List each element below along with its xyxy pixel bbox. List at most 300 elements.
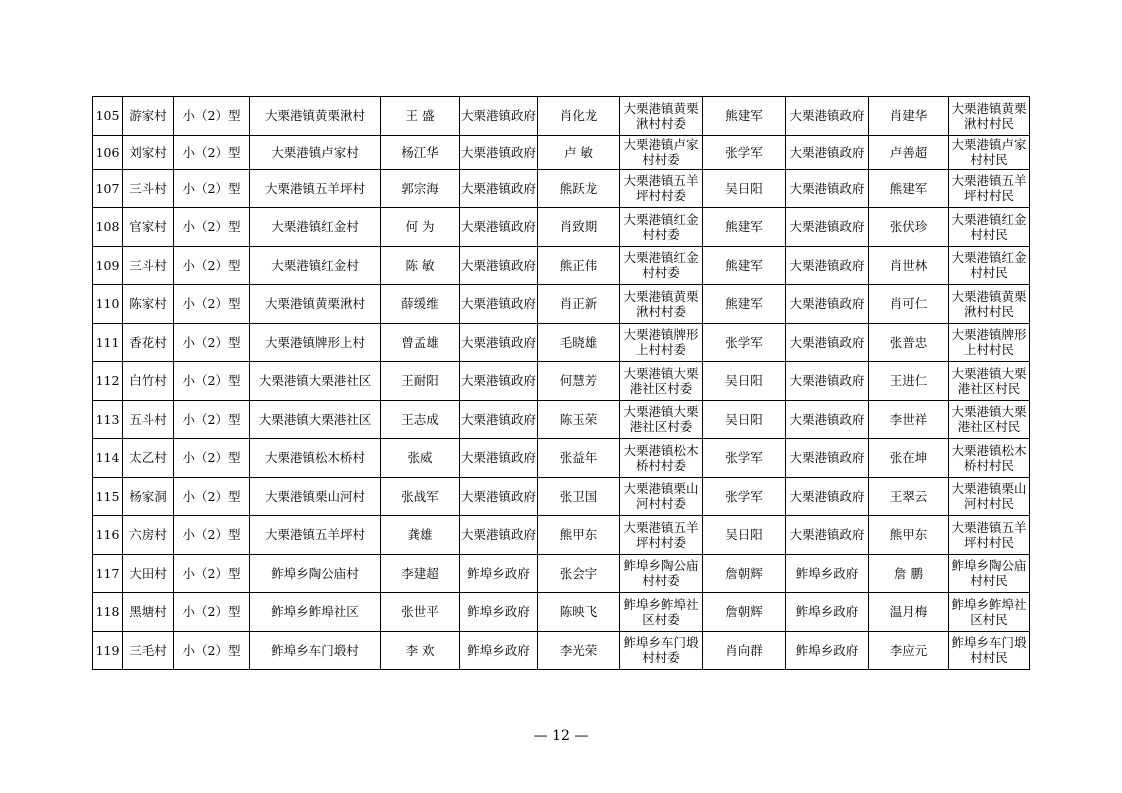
- responsible-unit-text: 鲊埠乡政府: [467, 565, 530, 581]
- scale-type-text: 小（2）型: [182, 565, 241, 581]
- responsible-person-cell: [381, 439, 460, 478]
- location-text: 大栗港镇松木桥村: [264, 450, 365, 466]
- technical-unit-cell: [620, 400, 703, 439]
- location-cell: [250, 323, 381, 362]
- patrol-person-cell: [869, 631, 949, 670]
- technical-unit-text: 大栗港镇大栗港社区村委: [623, 404, 699, 435]
- row-number-text: 115: [95, 488, 120, 504]
- responsible-unit-cell: [460, 362, 538, 401]
- scale-type-text: 小（2）型: [182, 296, 241, 312]
- inspection-unit-cell: [786, 631, 869, 670]
- inspection-person-cell: [703, 208, 786, 247]
- patrol-person-text: 张在坤: [889, 450, 928, 466]
- inspection-unit-text: 大栗港镇政府: [789, 488, 865, 504]
- location-text: 鲊埠乡车门塅村: [271, 642, 359, 658]
- responsible-person-cell: [381, 135, 460, 169]
- patrol-person-cell: [869, 169, 949, 208]
- responsible-person-cell: [381, 362, 460, 401]
- responsible-person-text: 曾孟雄: [401, 334, 439, 350]
- inspection-person-text: 詹朝辉: [725, 604, 763, 620]
- patrol-unit-text: 大栗港镇五羊坪村村民: [951, 519, 1027, 550]
- row-number-text: 116: [95, 527, 120, 543]
- patrol-unit-text: 大栗港镇松木桥村村民: [951, 442, 1027, 473]
- scale-type-cell: [174, 554, 250, 593]
- inspection-person-text: 熊建军: [725, 219, 763, 235]
- inspection-person-cell: [703, 323, 786, 362]
- responsible-person-cell: [381, 285, 460, 324]
- row-number-text: 112: [95, 373, 120, 389]
- location-cell: [250, 97, 381, 136]
- row-number-cell: [93, 554, 123, 593]
- patrol-person-cell: [869, 439, 949, 478]
- responsible-person-text: 陈 敏: [405, 257, 435, 273]
- technical-unit-text: 鲊埠乡陶公庙村村委: [623, 558, 699, 589]
- responsible-person-cell: [381, 97, 460, 136]
- responsible-unit-text: 大栗港镇政府: [461, 411, 537, 427]
- patrol-unit-cell: [949, 208, 1030, 247]
- responsible-person-text: 郭宗海: [401, 180, 439, 196]
- row-number-cell: [93, 97, 123, 136]
- patrol-unit-text: 大栗港镇卢家村村民: [951, 137, 1027, 167]
- row-number-text: 110: [95, 296, 120, 312]
- scale-type-text: 小（2）型: [182, 180, 241, 196]
- inspection-person-text: 熊建军: [725, 296, 763, 312]
- patrol-unit-cell: [949, 477, 1030, 516]
- patrol-unit-cell: [949, 323, 1030, 362]
- patrol-person-cell: [869, 97, 949, 136]
- responsible-person-cell: [381, 246, 460, 285]
- patrol-unit-cell: [949, 554, 1030, 593]
- row-number-cell: [93, 208, 123, 247]
- reservoir-name-text: 香花村: [129, 334, 167, 350]
- responsible-person-cell: [381, 400, 460, 439]
- patrol-unit-text: 大栗港镇红金村村民: [951, 250, 1027, 281]
- responsible-unit-cell: [460, 400, 538, 439]
- patrol-unit-cell: [949, 285, 1030, 324]
- technical-person-text: 熊甲东: [559, 527, 598, 543]
- location-cell: [250, 516, 381, 555]
- technical-person-text: 张会宇: [559, 565, 598, 581]
- table-row: [93, 593, 1030, 632]
- technical-unit-cell: [620, 477, 703, 516]
- row-number-cell: [93, 516, 123, 555]
- inspection-person-text: 熊建军: [725, 257, 763, 273]
- inspection-person-cell: [703, 477, 786, 516]
- technical-person-cell: [538, 439, 620, 478]
- patrol-person-cell: [869, 400, 949, 439]
- responsible-unit-cell: [460, 169, 538, 208]
- patrol-person-cell: [869, 246, 949, 285]
- reservoir-name-text: 游家村: [129, 108, 167, 124]
- patrol-unit-text: 大栗港镇五羊坪村村民: [951, 173, 1027, 204]
- reservoir-name-text: 五斗村: [129, 411, 167, 427]
- table-row: [93, 400, 1030, 439]
- patrol-person-text: 肖建华: [889, 108, 928, 124]
- responsible-person-text: 张世平: [401, 604, 439, 620]
- technical-unit-cell: [620, 246, 703, 285]
- scale-type-cell: [174, 362, 250, 401]
- technical-person-text: 李光荣: [559, 642, 598, 658]
- row-number-cell: [93, 246, 123, 285]
- location-cell: [250, 400, 381, 439]
- technical-unit-cell: [620, 554, 703, 593]
- technical-person-text: 肖正新: [559, 296, 598, 312]
- technical-person-cell: [538, 554, 620, 593]
- patrol-person-cell: [869, 208, 949, 247]
- table-row: [93, 439, 1030, 478]
- technical-unit-text: 大栗港镇五羊坪村村委: [623, 519, 699, 550]
- scale-type-cell: [174, 135, 250, 169]
- responsible-unit-cell: [460, 285, 538, 324]
- technical-person-text: 何慧芳: [559, 373, 598, 389]
- patrol-unit-cell: [949, 135, 1030, 169]
- reservoir-name-text: 官家村: [129, 219, 167, 235]
- table-row: [93, 97, 1030, 136]
- scale-type-text: 小（2）型: [182, 450, 241, 466]
- scale-type-cell: [174, 593, 250, 632]
- row-number-cell: [93, 400, 123, 439]
- reservoir-name-text: 六房村: [129, 527, 167, 543]
- patrol-person-text: 卢善超: [889, 144, 928, 160]
- responsible-person-text: 王耐阳: [401, 373, 439, 389]
- reservoir-name-text: 黑塘村: [129, 604, 167, 620]
- inspection-unit-cell: [786, 593, 869, 632]
- responsible-unit-text: 大栗港镇政府: [461, 144, 537, 160]
- location-text: 大栗港镇五羊坪村: [264, 527, 365, 543]
- patrol-unit-cell: [949, 631, 1030, 670]
- row-number-cell: [93, 135, 123, 169]
- responsible-person-text: 张威: [407, 450, 433, 466]
- patrol-person-cell: [869, 516, 949, 555]
- responsible-person-cell: [381, 477, 460, 516]
- reservoir-name-cell: [123, 439, 174, 478]
- reservoir-name-text: 白竹村: [129, 373, 167, 389]
- reservoir-name-text: 刘家村: [129, 144, 167, 160]
- row-number-cell: [93, 477, 123, 516]
- row-number-cell: [93, 285, 123, 324]
- scale-type-text: 小（2）型: [182, 144, 241, 160]
- scale-type-text: 小（2）型: [182, 334, 241, 350]
- patrol-unit-text: 大栗港镇栗山河村村民: [951, 481, 1027, 512]
- responsible-person-cell: [381, 631, 460, 670]
- row-number-text: 111: [95, 334, 120, 350]
- technical-person-cell: [538, 516, 620, 555]
- row-number-text: 105: [95, 108, 120, 124]
- page-number: — 12 —: [533, 728, 589, 744]
- reservoir-name-text: 大田村: [129, 565, 167, 581]
- patrol-person-text: 肖可仁: [889, 296, 928, 312]
- reservoir-name-cell: [123, 169, 174, 208]
- responsible-unit-text: 大栗港镇政府: [461, 488, 537, 504]
- row-number-text: 106: [95, 144, 120, 160]
- technical-unit-text: 大栗港镇松木桥村村委: [623, 442, 699, 473]
- location-text: 大栗港镇黄栗湫村: [264, 108, 365, 124]
- scale-type-cell: [174, 285, 250, 324]
- inspection-unit-text: 大栗港镇政府: [789, 180, 865, 196]
- location-text: 大栗港镇黄栗湫村: [264, 296, 365, 312]
- inspection-unit-cell: [786, 97, 869, 136]
- row-number-text: 107: [95, 180, 120, 196]
- inspection-person-text: 吴日阳: [725, 373, 763, 389]
- patrol-unit-cell: [949, 246, 1030, 285]
- scale-type-text: 小（2）型: [182, 373, 241, 389]
- responsible-unit-cell: [460, 516, 538, 555]
- inspection-person-cell: [703, 439, 786, 478]
- technical-unit-text: 大栗港镇黄栗湫村村委: [623, 288, 699, 319]
- inspection-unit-cell: [786, 323, 869, 362]
- patrol-unit-text: 大栗港镇红金村村民: [951, 211, 1027, 242]
- responsible-unit-cell: [460, 208, 538, 247]
- table-row: [93, 554, 1030, 593]
- patrol-unit-cell: [949, 593, 1030, 632]
- inspection-unit-text: 大栗港镇政府: [789, 450, 865, 466]
- scale-type-text: 小（2）型: [182, 411, 241, 427]
- patrol-person-text: 张伏珍: [889, 219, 928, 235]
- responsible-unit-text: 大栗港镇政府: [461, 527, 537, 543]
- patrol-unit-text: 鲊埠乡车门塅村村民: [951, 635, 1027, 666]
- row-number-cell: [93, 631, 123, 670]
- location-cell: [250, 285, 381, 324]
- inspection-unit-cell: [786, 285, 869, 324]
- location-text: 大栗港镇卢家村: [271, 144, 359, 160]
- inspection-unit-cell: [786, 362, 869, 401]
- reservoir-name-text: 三斗村: [129, 257, 167, 273]
- reservoir-name-cell: [123, 285, 174, 324]
- responsible-person-text: 王 盛: [405, 108, 435, 124]
- inspection-person-cell: [703, 246, 786, 285]
- responsible-unit-text: 大栗港镇政府: [461, 373, 537, 389]
- technical-person-cell: [538, 135, 620, 169]
- technical-person-cell: [538, 246, 620, 285]
- responsible-unit-text: 大栗港镇政府: [461, 334, 537, 350]
- patrol-person-cell: [869, 362, 949, 401]
- patrol-person-text: 李应元: [889, 642, 928, 658]
- technical-person-cell: [538, 477, 620, 516]
- technical-person-text: 熊正伟: [559, 257, 598, 273]
- patrol-unit-cell: [949, 516, 1030, 555]
- scale-type-cell: [174, 516, 250, 555]
- row-number-cell: [93, 169, 123, 208]
- reservoir-name-cell: [123, 362, 174, 401]
- patrol-person-text: 温月梅: [889, 604, 928, 620]
- responsible-person-text: 薛缓维: [401, 296, 439, 312]
- scale-type-cell: [174, 97, 250, 136]
- reservoir-name-cell: [123, 135, 174, 169]
- location-cell: [250, 169, 381, 208]
- inspection-person-text: 詹朝辉: [725, 565, 763, 581]
- inspection-unit-text: 鲊埠乡政府: [795, 642, 859, 658]
- location-text: 大栗港镇红金村: [271, 219, 359, 235]
- technical-person-cell: [538, 631, 620, 670]
- patrol-person-cell: [869, 554, 949, 593]
- responsible-unit-text: 鲊埠乡政府: [467, 642, 530, 658]
- location-cell: [250, 362, 381, 401]
- row-number-text: 109: [95, 257, 120, 273]
- reservoir-name-cell: [123, 208, 174, 247]
- location-cell: [250, 593, 381, 632]
- inspection-unit-cell: [786, 208, 869, 247]
- patrol-person-cell: [869, 285, 949, 324]
- responsible-unit-text: 鲊埠乡政府: [467, 604, 530, 620]
- technical-unit-text: 大栗港镇红金村村委: [623, 211, 699, 242]
- table-row: [93, 135, 1030, 169]
- table-row: [93, 208, 1030, 247]
- inspection-person-text: 张学军: [725, 334, 763, 350]
- inspection-unit-cell: [786, 135, 869, 169]
- patrol-person-text: 熊建军: [889, 180, 928, 196]
- inspection-unit-cell: [786, 400, 869, 439]
- scale-type-text: 小（2）型: [182, 642, 241, 658]
- technical-person-cell: [538, 97, 620, 136]
- technical-person-cell: [538, 593, 620, 632]
- reservoir-name-cell: [123, 323, 174, 362]
- responsible-person-cell: [381, 516, 460, 555]
- responsible-person-cell: [381, 323, 460, 362]
- responsible-person-text: 王志成: [401, 411, 439, 427]
- technical-unit-cell: [620, 362, 703, 401]
- row-number-cell: [93, 323, 123, 362]
- location-cell: [250, 208, 381, 247]
- patrol-person-text: 李世祥: [889, 411, 928, 427]
- inspection-person-cell: [703, 554, 786, 593]
- reservoir-name-text: 三毛村: [129, 642, 167, 658]
- technical-unit-text: 大栗港镇卢家村村委: [623, 137, 699, 167]
- inspection-unit-text: 大栗港镇政府: [789, 144, 865, 160]
- inspection-unit-cell: [786, 246, 869, 285]
- patrol-unit-text: 大栗港镇黄栗湫村村民: [951, 100, 1027, 131]
- responsible-unit-cell: [460, 554, 538, 593]
- technical-unit-cell: [620, 285, 703, 324]
- scale-type-cell: [174, 246, 250, 285]
- location-cell: [250, 439, 381, 478]
- row-number-cell: [93, 439, 123, 478]
- location-text: 大栗港镇大栗港社区: [258, 411, 372, 427]
- technical-person-cell: [538, 285, 620, 324]
- technical-person-cell: [538, 323, 620, 362]
- inspection-person-text: 吴日阳: [725, 527, 763, 543]
- technical-unit-cell: [620, 135, 703, 169]
- inspection-person-text: 张学军: [725, 450, 763, 466]
- technical-unit-text: 鲊埠乡鲊埠社区村委: [623, 596, 699, 627]
- technical-unit-cell: [620, 169, 703, 208]
- inspection-person-cell: [703, 593, 786, 632]
- technical-person-cell: [538, 362, 620, 401]
- row-number-cell: [93, 362, 123, 401]
- scale-type-cell: [174, 208, 250, 247]
- location-text: 大栗港镇红金村: [271, 257, 359, 273]
- patrol-unit-text: 大栗港镇大栗港社区村民: [951, 365, 1027, 396]
- inspection-person-cell: [703, 631, 786, 670]
- inspection-unit-text: 大栗港镇政府: [789, 411, 865, 427]
- scale-type-cell: [174, 400, 250, 439]
- row-number-text: 118: [95, 604, 120, 620]
- inspection-person-text: 吴日阳: [725, 180, 763, 196]
- technical-unit-text: 大栗港镇大栗港社区村委: [623, 365, 699, 396]
- responsible-person-text: 何 为: [405, 219, 435, 235]
- patrol-unit-text: 大栗港镇牌形上村村民: [951, 327, 1027, 358]
- inspection-person-cell: [703, 285, 786, 324]
- row-number-text: 117: [95, 565, 120, 581]
- scale-type-text: 小（2）型: [182, 488, 241, 504]
- reservoir-name-cell: [123, 516, 174, 555]
- reservoir-name-cell: [123, 593, 174, 632]
- inspection-unit-text: 鲊埠乡政府: [795, 604, 859, 620]
- technical-unit-text: 大栗港镇黄栗湫村村委: [623, 100, 699, 131]
- technical-person-cell: [538, 169, 620, 208]
- location-text: 大栗港镇大栗港社区: [258, 373, 372, 389]
- location-text: 大栗港镇牌形上村: [264, 334, 365, 350]
- inspection-unit-cell: [786, 554, 869, 593]
- patrol-unit-text: 大栗港镇大栗港社区村民: [951, 404, 1027, 435]
- scale-type-text: 小（2）型: [182, 108, 241, 124]
- responsible-unit-text: 大栗港镇政府: [461, 108, 537, 124]
- responsible-person-cell: [381, 593, 460, 632]
- scale-type-text: 小（2）型: [182, 219, 241, 235]
- technical-person-text: 肖化龙: [559, 108, 598, 124]
- technical-unit-text: 大栗港镇牌形上村村委: [623, 327, 699, 358]
- scale-type-cell: [174, 169, 250, 208]
- responsible-person-text: 李建超: [401, 565, 439, 581]
- responsible-unit-text: 大栗港镇政府: [461, 257, 537, 273]
- responsible-unit-cell: [460, 246, 538, 285]
- inspection-unit-cell: [786, 477, 869, 516]
- technical-unit-cell: [620, 439, 703, 478]
- technical-person-text: 肖致期: [559, 219, 598, 235]
- technical-unit-cell: [620, 323, 703, 362]
- technical-unit-text: 大栗港镇栗山河村村委: [623, 481, 699, 512]
- reservoir-name-cell: [123, 97, 174, 136]
- responsible-unit-cell: [460, 439, 538, 478]
- location-cell: [250, 246, 381, 285]
- scale-type-text: 小（2）型: [182, 257, 241, 273]
- reservoir-name-text: 陈家村: [129, 296, 167, 312]
- technical-unit-text: 大栗港镇红金村村委: [623, 250, 699, 281]
- technical-person-text: 卢 敏: [564, 144, 593, 160]
- technical-unit-cell: [620, 631, 703, 670]
- reservoir-name-text: 太乙村: [129, 450, 167, 466]
- responsible-person-text: 李 欢: [405, 642, 435, 658]
- inspection-unit-text: 大栗港镇政府: [789, 334, 865, 350]
- technical-person-text: 张益年: [559, 450, 598, 466]
- inspection-unit-text: 大栗港镇政府: [789, 527, 865, 543]
- location-text: 鲊埠乡陶公庙村: [271, 565, 359, 581]
- table-row: [93, 631, 1030, 670]
- table-row: [93, 477, 1030, 516]
- technical-unit-cell: [620, 516, 703, 555]
- location-text: 大栗港镇栗山河村: [264, 488, 365, 504]
- patrol-unit-cell: [949, 439, 1030, 478]
- inspection-person-text: 张学军: [725, 144, 763, 160]
- reservoir-name-cell: [123, 477, 174, 516]
- inspection-unit-text: 大栗港镇政府: [789, 373, 865, 389]
- inspection-unit-text: 大栗港镇政府: [789, 108, 865, 124]
- technical-unit-cell: [620, 593, 703, 632]
- responsible-unit-cell: [460, 593, 538, 632]
- inspection-person-text: 熊建军: [725, 108, 763, 124]
- technical-person-text: 陈映飞: [559, 604, 598, 620]
- patrol-unit-text: 鲊埠乡鲊埠社区村民: [951, 596, 1027, 627]
- responsible-unit-cell: [460, 631, 538, 670]
- patrol-person-text: 王进仁: [889, 373, 928, 389]
- inspection-person-text: 肖向群: [725, 642, 763, 658]
- inspection-person-text: 吴日阳: [725, 411, 763, 427]
- patrol-unit-cell: [949, 362, 1030, 401]
- inspection-unit-text: 鲊埠乡政府: [795, 565, 859, 581]
- patrol-unit-text: 大栗港镇黄栗湫村村民: [951, 288, 1027, 319]
- patrol-person-cell: [869, 135, 949, 169]
- inspection-unit-text: 大栗港镇政府: [789, 296, 865, 312]
- technical-unit-text: 大栗港镇五羊坪村村委: [623, 173, 699, 204]
